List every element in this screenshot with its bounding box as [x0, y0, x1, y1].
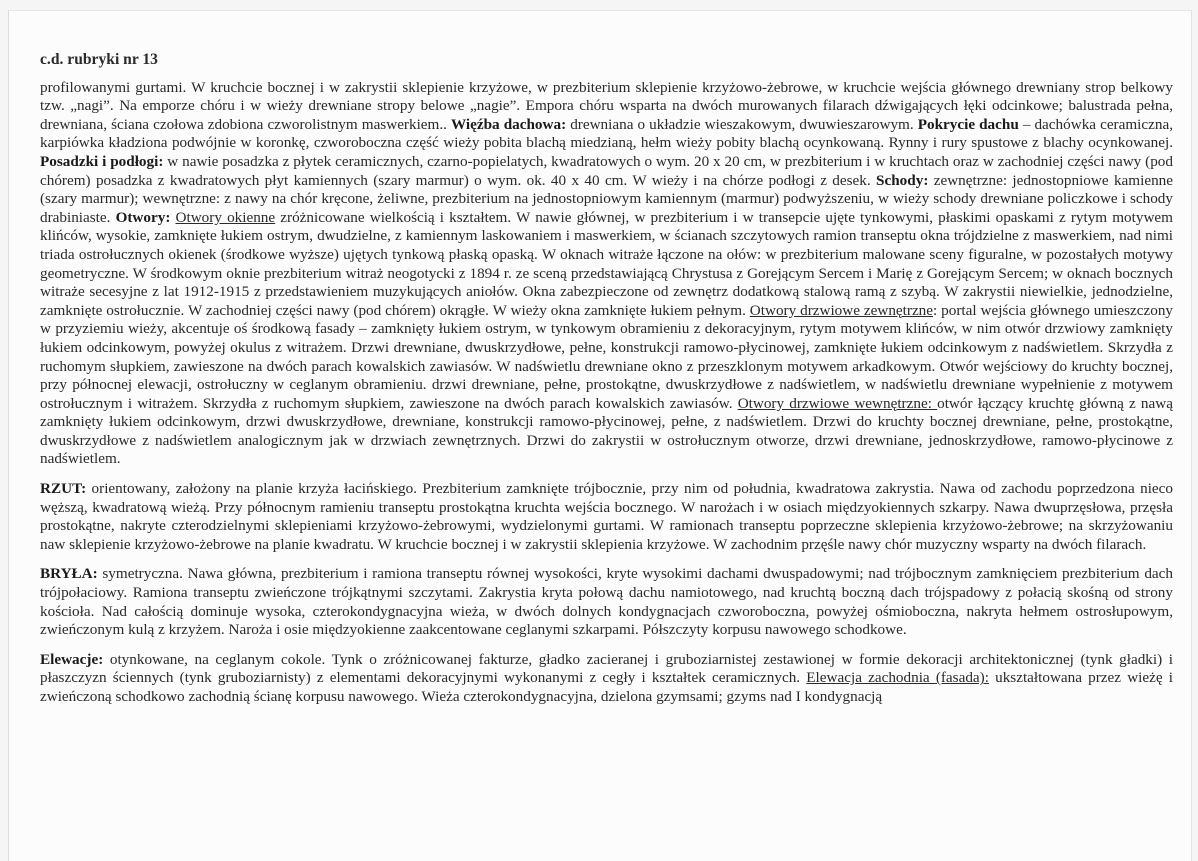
- paragraphs-container: [40, 79, 1173, 707]
- body-text: otwór łączący kruchtę główną z nawą zamknięty łukiem odcinkowym, drzwi dwuskrzydłowe, drewniane, konstrukcji ramowo-płycinowej, pełne, z nadświetlem. Drzwi do kruchty bocznej drewniane, pełne, prostokątne, dwuskrzydłowe z nadświetlem analogicznym jak w drzwiach zewnętrznych. Drzwi do zakrystii w ostrołucznym otworze, drzwi drewniane, jednoskrzydłowe, ramowo-płycinowe z nadświetlem.: [40, 394, 1173, 468]
- section-label: Otwory:: [115, 208, 171, 226]
- section-label: Pokrycie dachu: [917, 115, 1019, 133]
- body-text: ukształtowana przez wieżę i zwieńczoną schodkowo zachodnią ścianę korpusu nawowego. Wieża czterokondygnacyjna, dzielona gzymsami; gzyms nad I kondygnacją: [40, 669, 1173, 705]
- subsection-label: Otwory drzwiowe zewnętrzne: [749, 301, 934, 319]
- subsection-label: Otwory drzwiowe wewnętrzne:: [737, 394, 938, 412]
- body-text: otynkowane, na ceglanym cokole. Tynk o zróżnicowanej fakturze, gładko zacieranej i gruboziarnistej zestawionej w formie dekoracji architektonicznej (tynk gładki) i płaszczyzn ściennych (tynk gruboziarnisty) z elementami dekoracyjnymi wykonanymi z cegły i kształtek ceramicznych.: [40, 650, 1173, 687]
- paragraph-bryla: [40, 565, 1173, 639]
- body-text: zewnętrzne: jednostopniowe kamienne (szary marmur); wewnętrzne: z nawy na chór kręcone, żeliwne, prezbiterium na jednostopniowym kamiennym (marmur) podwyższeniu, w wieży schody drewniane policzkowe i schody drabiniaste.: [40, 171, 1173, 226]
- subsection-label: Elewacja zachodnia (fasada):: [806, 669, 989, 687]
- section-heading: c.d. rubryki nr 13: [40, 51, 158, 68]
- section-label: Elewacje:: [40, 650, 104, 668]
- body-text: w nawie posadzka z płytek ceramicznych, czarno-popielatych, kwadratowych o wym. 20 x 20 cm, w prezbiterium i w kruchtach oraz w zachodniej części nawy (pod chórem) posadzka z kwadratowych płyt kamiennych (szary marmur) o wym. ok. 40 x 40 cm. W wieży i na chórze podłogi z desek.: [40, 152, 1173, 189]
- body-text: : portal wejścia głównego umieszczony w przyziemiu wieży, akcentuje oś środkową fasady – zamknięty łukiem ostrym, w tynkowym obramieniu z dekoracyjnym, rytym motywem klińców, w nim otwór drzwiowy zamknięty łukiem odcinkowym, powyżej okulus z witrażem. Drzwi drewniane, dwuskrzydłowe, pełne, konstrukcji ramowo-płycinowej, zamknięte łukiem odcinkowym z nadświetlem. Skrzydła z ruchomym słupkiem, zawieszone na dwóch parach kowalskich zawiasów. W nadświetlu drewniane okno z przeszklonym motywem arkadkowym. Otwór wejściowy do kruchty bocznej, przy północnej elewacji, ostrołuczny w ceglanym obramieniu. drzwi drewniane, pełne, prostokątne, dwuskrzydłowe z nadświetlem, w nadświetlu drewniane wypełnienie z motywem ostrołucznym i witrażem. Skrzydła z ruchomym słupkiem, zawieszone na dwóch parach kowalskich zawiasów.: [40, 301, 1174, 412]
- body-text: orientowany, założony na planie krzyża łacińskiego. Prezbiterium zamknięte trójbocznie, przy nim od południa, kwadratowa zakrystia. Nawa od zachodu poprzedzona nieco węższą, kwadratową wieżą. Przy północnym ramieniu transeptu prostokątna kruchta wejścia bocznego. W narożach i w osiach międzyokiennych szkarpy. Nawa dwuprzęsłowa, przęsła prostokątne, nakryte czterodzielnymi sklepieniami krzyżowo-żebrowymi, wydzielonymi gurtami. W ramionach transeptu poprzeczne sklepienia krzyżowo-żebrowe; na skrzyżowaniu naw sklepienie krzyżowo-żebrowe na planie kwadratu. W kruchcie bocznej i w zakrystii sklepienia krzyżowe. W zachodnim przęśle nawy chór muzyczny wsparty na dwóch filarach.: [40, 480, 1173, 553]
- body-text: – dachówka ceramiczna, karpiówka kładziona podwójnie w koronkę, czworoboczna część wieży pobita blachą miedzianą, hełm wieży pobity blachą ocynkowaną. Rynny i rury spustowe z blachy ocynkowanej.: [40, 115, 1174, 152]
- document-page: [8, 10, 1192, 861]
- body-text: zróżnicowane wielkością i kształtem. W nawie głównej, w prezbiterium i w transepcie ujęte tynkowymi, płaskimi opaskami z rytym motywem klińców, wysokie, zamknięte łukiem ostrym, dwudzielne, z kamiennym laskowaniem i maswerkiem, w ścianach szczytowych ramion transeptu okna trójdzielne z maswerkiem, nad nimi triada ostrołucznych okienek (środkowe wyższe) ujętych tynkową płaską opaską. W oknach witraże łączone na ołów: w prezbiterium malowane sceny figuralne, w pozostałych motywy geometryczne. W środkowym oknie prezbiterium witraż neogotycki z 1894 r. ze sceną przedstawiającą Chrystusa z Gorejącym Sercem i Marię z Gorejącym Sercem; w oknach bocznych witraże secesyjne z lat 1912-1915 z przedstawieniem muzykujących aniołów. Okna zabezpieczone od zewnętrz dodatkową stalową ramą z szybą. W zakrystii niewielkie, jednodzielne, zamknięte ostrołucznie. W zachodniej części nawy (pod chórem) okrągłe. W wieży okna zamknięte łukiem pełnym.: [40, 208, 1173, 319]
- body-text: symetryczna. Nawa główna, prezbiterium i ramiona transeptu równej wysokości, kryte wysokimi dachami dwuspadowymi; nad trójbocznym zamknięciem prezbiterium dach trójpołaciowy. Ramiona transeptu zwieńczone trójkątnymi szczytami. Zakrystia kryta połową dachu namiotowego, nad kruchtą boczną dach trójspadowy z połacią skośną od strony kościoła. Nad całością dominuje wysoka, czterokondygnacyjna wieża, w dwóch dolnych kondygnacjach czworoboczna, powyżej ośmioboczna, nakryta hełmem ostrosłupowym, zwieńczonym kulą z krzyżem. Naroża i osie międzyokienne zaakcentowane ceglanymi szkarpami. Półszczyty korpusu nawowego schodkowe.: [40, 565, 1173, 639]
- section-label: Więźba dachowa:: [451, 115, 567, 133]
- body-text: drewniana o układzie wieszakowym, dwuwieszarowym.: [566, 115, 918, 133]
- document-content: [40, 51, 1173, 718]
- paragraph-elewacje: [40, 651, 1173, 707]
- section-label: BRYŁA:: [40, 565, 98, 583]
- section-label: RZUT:: [40, 480, 87, 498]
- section-label: Schody:: [876, 171, 929, 189]
- body-text: profilowanymi gurtami. W kruchcie bocznej i w zakrystii sklepienie krzyżowe, w prezbiterium sklepienie krzyżowo-żebrowe, w kruchcie wejścia głównego drewniany strop belkowy tzw. „nagi”. Na emporze chóru i w wieży drewniane stropy belowe „nagie”. Empora chóru wsparta na dwóch murowanych filarach dźwigających łęki odcinkowe; balustrada pełna, drewniana, ściana czołowa zdobiona czworolistnym maswerkiem..: [40, 78, 1173, 133]
- section-label: Posadzki i podłogi:: [40, 152, 164, 170]
- subsection-label: Otwory okienne: [175, 208, 276, 226]
- paragraph-rzut: [40, 480, 1173, 554]
- paragraph-wnetrze: [40, 79, 1173, 469]
